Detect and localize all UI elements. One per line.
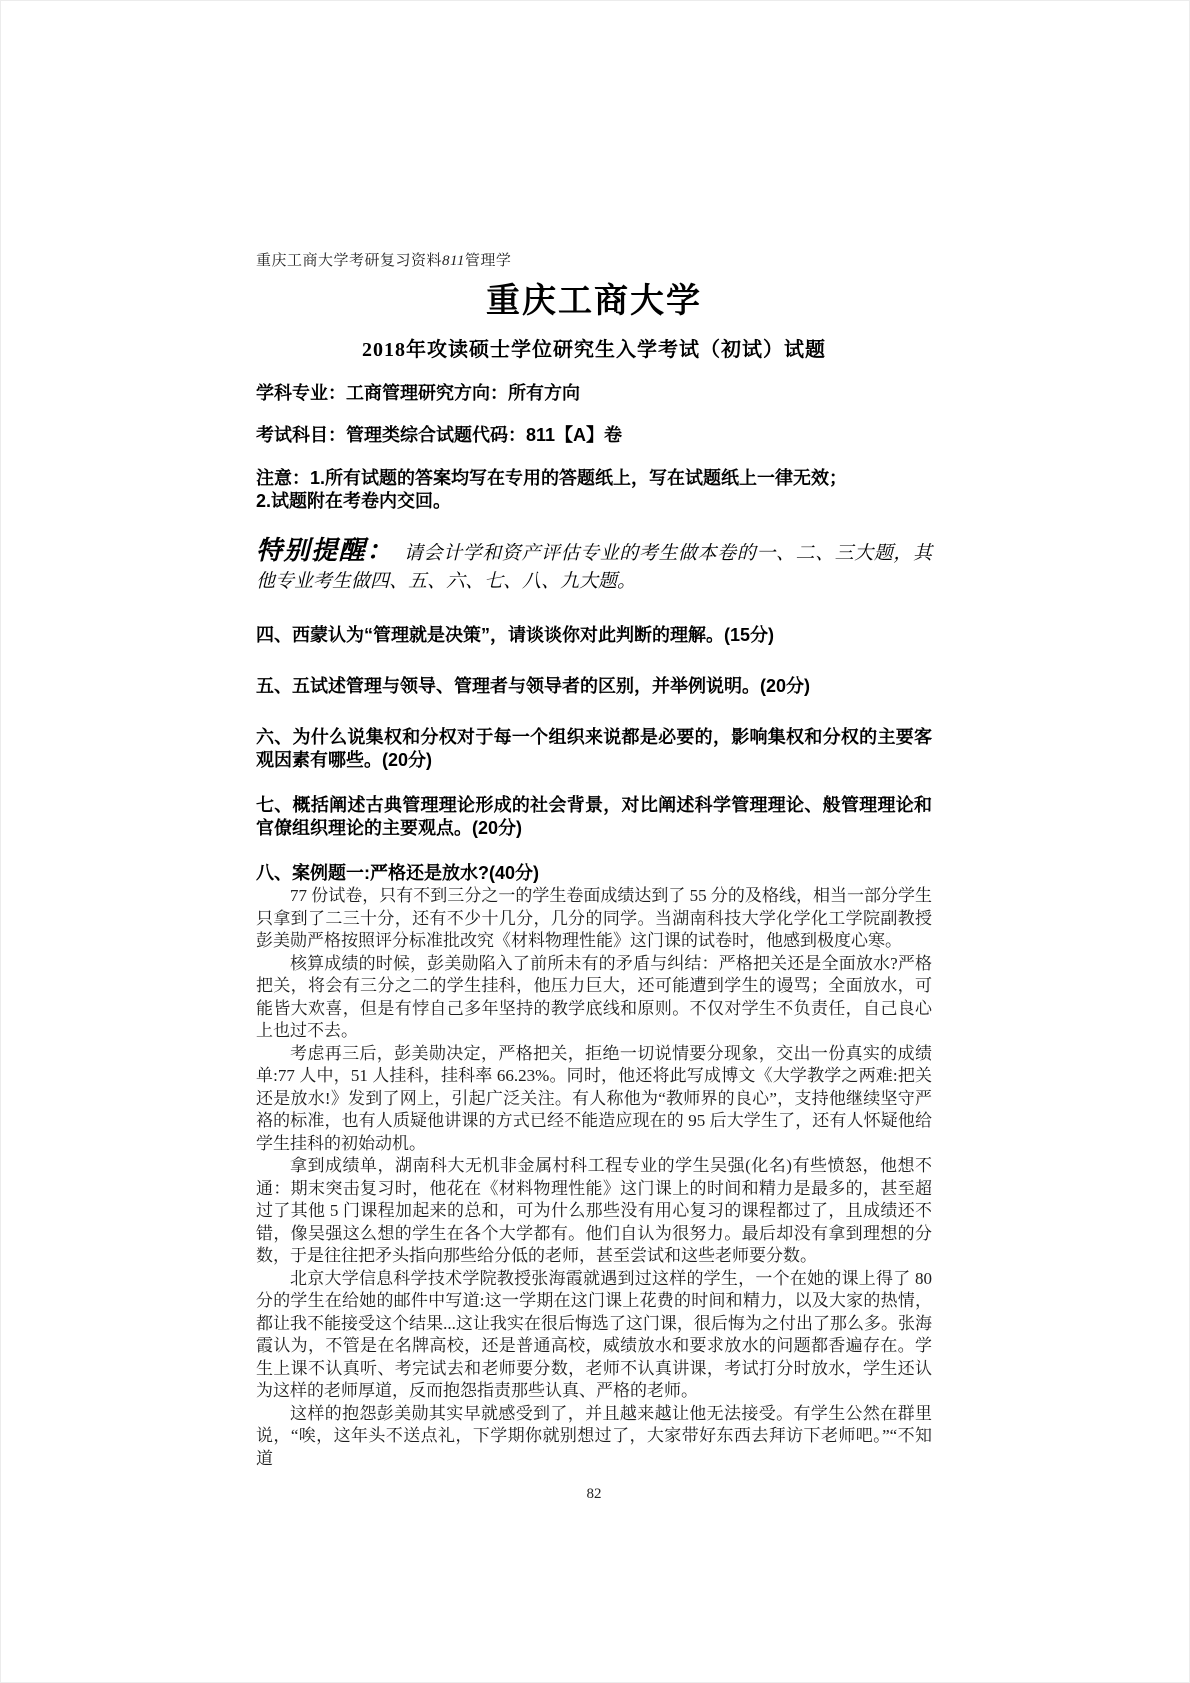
- page-number: 82: [586, 1486, 602, 1502]
- question-6: 六、为什么说集权和分权对于每一个组织来说都是必要的，影响集权和分权的主要客观因素有哪些。(20分): [256, 727, 932, 770]
- case-paragraph: 拿到成绩单，湖南科大无机非金属村科工程专业的学生吴强(化名)有些愤怒，他想不通：期末突击复习时，他花在《材料物理性能》这门课上的时间和精力是最多的，甚至超过了其他 5 门课程加起来的总和，可为什么那些没有用心复习的课程都过了，且成绩还不错，像吴强这么想的学生在各个大学都有。他们自认为很努力。最后却没有拿到理想的分数，于是往往把矛头指向那些给分低的老师，甚至尝试和这些老师要分数。: [256, 1156, 932, 1265]
- header-note-course-code: 811: [442, 253, 465, 269]
- exam-notice: [256, 467, 932, 513]
- case-paragraph: 考虑再三后，彭美勋决定，严格把关，拒绝一切说情要分现象，交出一份真实的成绩单:77 人中，51 人挂科，挂科率 66.23%。同时，他还将此写成博文《大学教学之两难:把关还是放水!》发到了网上，引起广泛关注。有人称他为“教师界的良心”，支持他继续坚守严袼的标准，也有人质疑他讲课的方式已经不能造应现在的 95 后大学生了，还有人怀疑他给学生挂科的初始动机。: [256, 1043, 932, 1153]
- case-paragraph: 这样的抱怨彭美勋其实早就感受到了，并且越来越让他无法接受。有学生公然在群里说，“唉，这年头不送点礼，下学期你就别想过了，大家带好东西去拜访下老师吧。”“不知道: [256, 1403, 932, 1468]
- question-7: 七、概括阐述古典管理理论形成的社会背景，对比阐述科学管理理论、般管理理论和官僚组织理论的主要观点。(20分): [256, 795, 932, 838]
- subject-line: 考试科目：管理类综合试题代码：811【A】卷: [256, 425, 623, 445]
- header-note: [256, 251, 932, 271]
- special-reminder-text: 请会计学和资产评估专业的考生做本卷的一、二、三大题，其他专业考生做四、五、六、七、八、九大题。: [256, 543, 932, 592]
- major-line: 学科专业：工商管理研究方向：所有方向: [256, 383, 580, 403]
- header-note-prefix: 重庆工商大学考研复习资料: [256, 253, 443, 269]
- notice-line-1: 注意：1.所有试题的答案均写在专用的答题纸上，写在试题纸上一律无效；: [256, 468, 848, 488]
- question-5: 五、五试述管理与领导、管理者与领导者的区别，并举例说明。(20分): [256, 676, 811, 696]
- case-paragraph: 核算成绩的时候，彭美勋陷入了前所未有的矛盾与纠结：严格把关还是全面放水?严格把关，将会有三分之二的学生挂科，他压力巨大，还可能遭到学生的谩骂；全面放水，可能皆大欢喜，但是有悖自己多年坚持的教学底线和原则。不仅对学生不负责任，自己良心上也过不去。: [256, 953, 932, 1040]
- question-4: 四、西蒙认为“管理就是决策”，请谈谈你对此判断的理解。(15分): [256, 625, 775, 645]
- case-paragraph: 北京大学信息科学技术学院教授张海霞就遇到过这样的学生，一个在她的课上得了 80 分的学生在给她的邮件中写道:这一学期在这门课上花费的时间和精力，以及大家的热情，都让我不能接受这个结果...这让我实在很后悔选了这门课，很后悔为之付出了那么多。张海霞认为，不管是在名牌高校，还是普通高校，威绩放水和要求放水的问题都香遍存在。学生上课不认真听、考完试去和老师要分数，老师不认真讲课，考试打分时放水，学生还认为这样的老师厚道，反而抱怨指责那些认真、严格的老师。: [256, 1268, 932, 1400]
- special-reminder: [256, 537, 932, 596]
- special-reminder-label: 特别提醒：: [256, 536, 394, 565]
- header-note-suffix: 管理学: [464, 253, 512, 269]
- question-8-case-title: 八、案例题一:严格还是放水?(40分): [256, 863, 539, 883]
- university-title: 重庆工商大学: [486, 282, 702, 320]
- notice-line-2: 2.试题附在考卷内交回。: [256, 491, 452, 511]
- case-paragraph: 77 份试卷，只有不到三分之一的学生卷面成绩达到了 55 分的及格线，相当一部分学生只拿到了二三十分，还有不少十几分，几分的同学。当湖南科技大学化学化工学院副教授彭美勋严格按照评分标准批改究《材料物理性能》这门课的试卷时，他感到极度心寒。: [256, 886, 932, 950]
- document-page: [256, 1, 932, 1503]
- exam-subtitle: 2018年攻读硕士学位研究生入学考试（初试）试题: [362, 339, 826, 361]
